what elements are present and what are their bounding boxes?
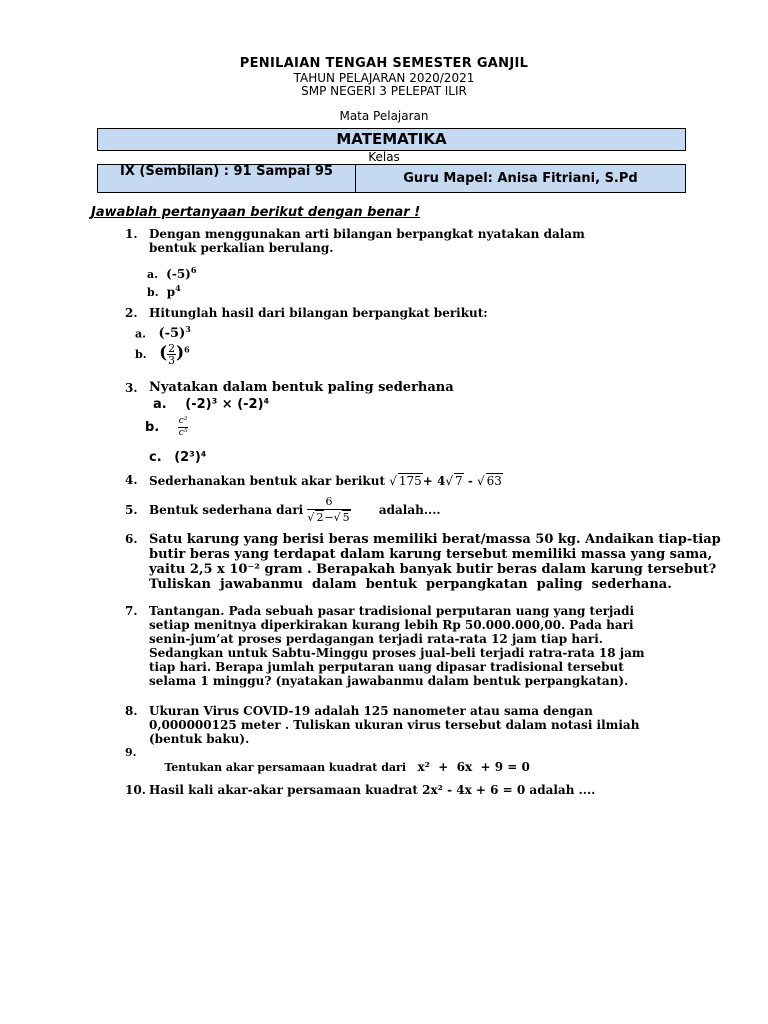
question-text: Ukuran Virus COVID-19 adalah 125 nanometer atau sama dengan 0,000000125 meter . Tuliskan ukuran virus tersebut dalam notasi ilmiah (bentuk baku).: [149, 704, 640, 746]
option-expression: (-2)³ × (-2)⁴: [185, 397, 270, 412]
denominator: c⁵: [178, 428, 188, 438]
question-text: Tantangan. Pada sebuah pasar tradisional perputaran uang yang terjadi setiap menitnya diperkirakan kurang lebih Rp 50.000.000,00. Pada hari senin-jum’at proses perdagangan terjadi rata-rata 12 jam tiap hari. Sedangkan untuk Sabtu-Minggu proses jual-beli terjadi ratra-rata 18 jam tiap hari. Berapa jumlah perputaran uang dipasar tradisional tersebut selama 1 minggu? (nyatakan jawabanmu dalam bentuk perpangkatan).: [149, 604, 645, 688]
question-text-line: [149, 495, 681, 525]
option-base: p: [166, 285, 176, 299]
numerator: 6: [307, 495, 350, 510]
radical-sign: √: [477, 474, 485, 488]
question-text: Hitunglah hasil dari bilangan berpangkat berikut:: [149, 306, 488, 320]
option-label: b.: [135, 348, 147, 361]
question-number: 6.: [125, 532, 138, 546]
radical-sign: √: [333, 511, 341, 524]
text-line: Satu karung yang berisi beras memiliki berat/massa 50 kg. Andaikan tiap-tiap: [149, 532, 721, 547]
option-label: a.: [135, 327, 146, 341]
question-text: Bentuk sederhana dari: [149, 503, 304, 517]
question-tail: adalah....: [378, 503, 441, 517]
question-text: [149, 532, 721, 592]
option-label: b.: [147, 286, 159, 299]
subject-label: Mata Pelajaran: [339, 109, 429, 123]
question-number: 3.: [125, 381, 138, 395]
q2-option-b: [135, 343, 190, 366]
numerator: c²: [178, 416, 188, 426]
denominator: [307, 510, 350, 525]
option-exponent: 3: [185, 324, 191, 334]
question-text: Dengan menggunakan arti bilangan berpangkat nyatakan dalam bentuk perkalian berulang.: [149, 227, 585, 255]
question-number: 8.: [125, 704, 138, 718]
option-label: a.: [147, 268, 158, 281]
question-number: 1.: [125, 227, 138, 241]
class-label: Kelas: [368, 150, 400, 164]
class-value: IX (Sembilan) : 91 Sampai 95: [120, 164, 333, 179]
question-number: 10.: [125, 783, 146, 797]
radical-sign: √: [389, 474, 397, 488]
question-text: Hasil kali akar-akar persamaan kuadrat 2x² - 4x + 6 = 0 adalah ....: [149, 783, 596, 797]
teacher-box: [355, 164, 686, 193]
fraction: [307, 495, 350, 525]
text-line: yaitu 2,5 x 10⁻² gram . Berapakah banyak butir beras dalam karung tersebut?: [149, 562, 717, 577]
q1-option-a: [147, 265, 196, 281]
radicand: 5: [342, 511, 350, 524]
q3-option-b: [145, 416, 188, 439]
numerator: 2: [168, 342, 176, 355]
q1-option-b: [147, 283, 181, 299]
question-number: 2.: [125, 306, 138, 320]
school-name: SMP NEGERI 3 PELEPAT ILIR: [301, 84, 467, 98]
radicand: 2: [316, 511, 324, 524]
option-exponent: 6: [190, 265, 197, 275]
q3-option-a: [153, 397, 269, 412]
option-expression: (2³)⁴: [174, 450, 207, 465]
question-text-line: [149, 473, 681, 488]
question-number: 7.: [125, 604, 138, 618]
question-text: Tentukan akar persamaan kuadrat dari: [164, 761, 406, 774]
option-label: a.: [153, 397, 167, 412]
equation: x² + 6x + 9 = 0: [417, 760, 530, 774]
q2-option-a: [135, 324, 191, 341]
option-label: b.: [145, 420, 160, 435]
question-text: Nyatakan dalam bentuk paling sederhana: [149, 380, 454, 395]
radicand: 175: [398, 474, 422, 488]
q3-option-c: [149, 450, 207, 465]
teacher-name: Guru Mapel: Anisa Fitriani, S.Pd: [403, 171, 638, 186]
paren-close: ): [176, 343, 185, 363]
denominator: 3: [168, 354, 176, 367]
question-number: 5.: [125, 503, 138, 517]
fraction: [178, 416, 189, 439]
question-5: [0, 495, 768, 527]
radical-sign: √: [307, 511, 315, 524]
class-box: [97, 164, 356, 193]
question-number: 9.: [125, 746, 137, 759]
option-label: c.: [149, 450, 162, 465]
paren-open: (: [159, 343, 168, 363]
option-base: (-5): [166, 267, 191, 281]
instruction: Jawablah pertanyaan berikut dengan benar !: [91, 205, 421, 220]
text-line: Tuliskan jawabanmu dalam bentuk perpangkatan paling sederhana.: [149, 577, 672, 592]
option-base: (-5): [158, 326, 186, 342]
option-exponent: 6: [184, 344, 190, 355]
radicand: 63: [486, 474, 502, 488]
subject-name: MATEMATIKA: [336, 130, 447, 148]
operator-minus: −: [324, 511, 334, 524]
operator-minus: -: [463, 474, 477, 488]
fraction: [167, 343, 176, 366]
subject-box: [97, 128, 686, 151]
question-number: 4.: [125, 473, 138, 487]
option-exponent: 4: [175, 283, 181, 293]
radical-sign: √: [445, 474, 454, 488]
operator-plus: + 4: [422, 474, 446, 488]
text-line: butir beras yang terdapat dalam karung tersebut memiliki massa yang sama,: [149, 547, 713, 562]
radicand: 7: [455, 474, 463, 488]
question-text: Sederhanakan bentuk akar berikut: [149, 474, 386, 488]
exam-title: PENILAIAN TENGAH SEMESTER GANJIL: [239, 56, 529, 71]
academic-year: TAHUN PELAJARAN 2020/2021: [293, 71, 475, 85]
